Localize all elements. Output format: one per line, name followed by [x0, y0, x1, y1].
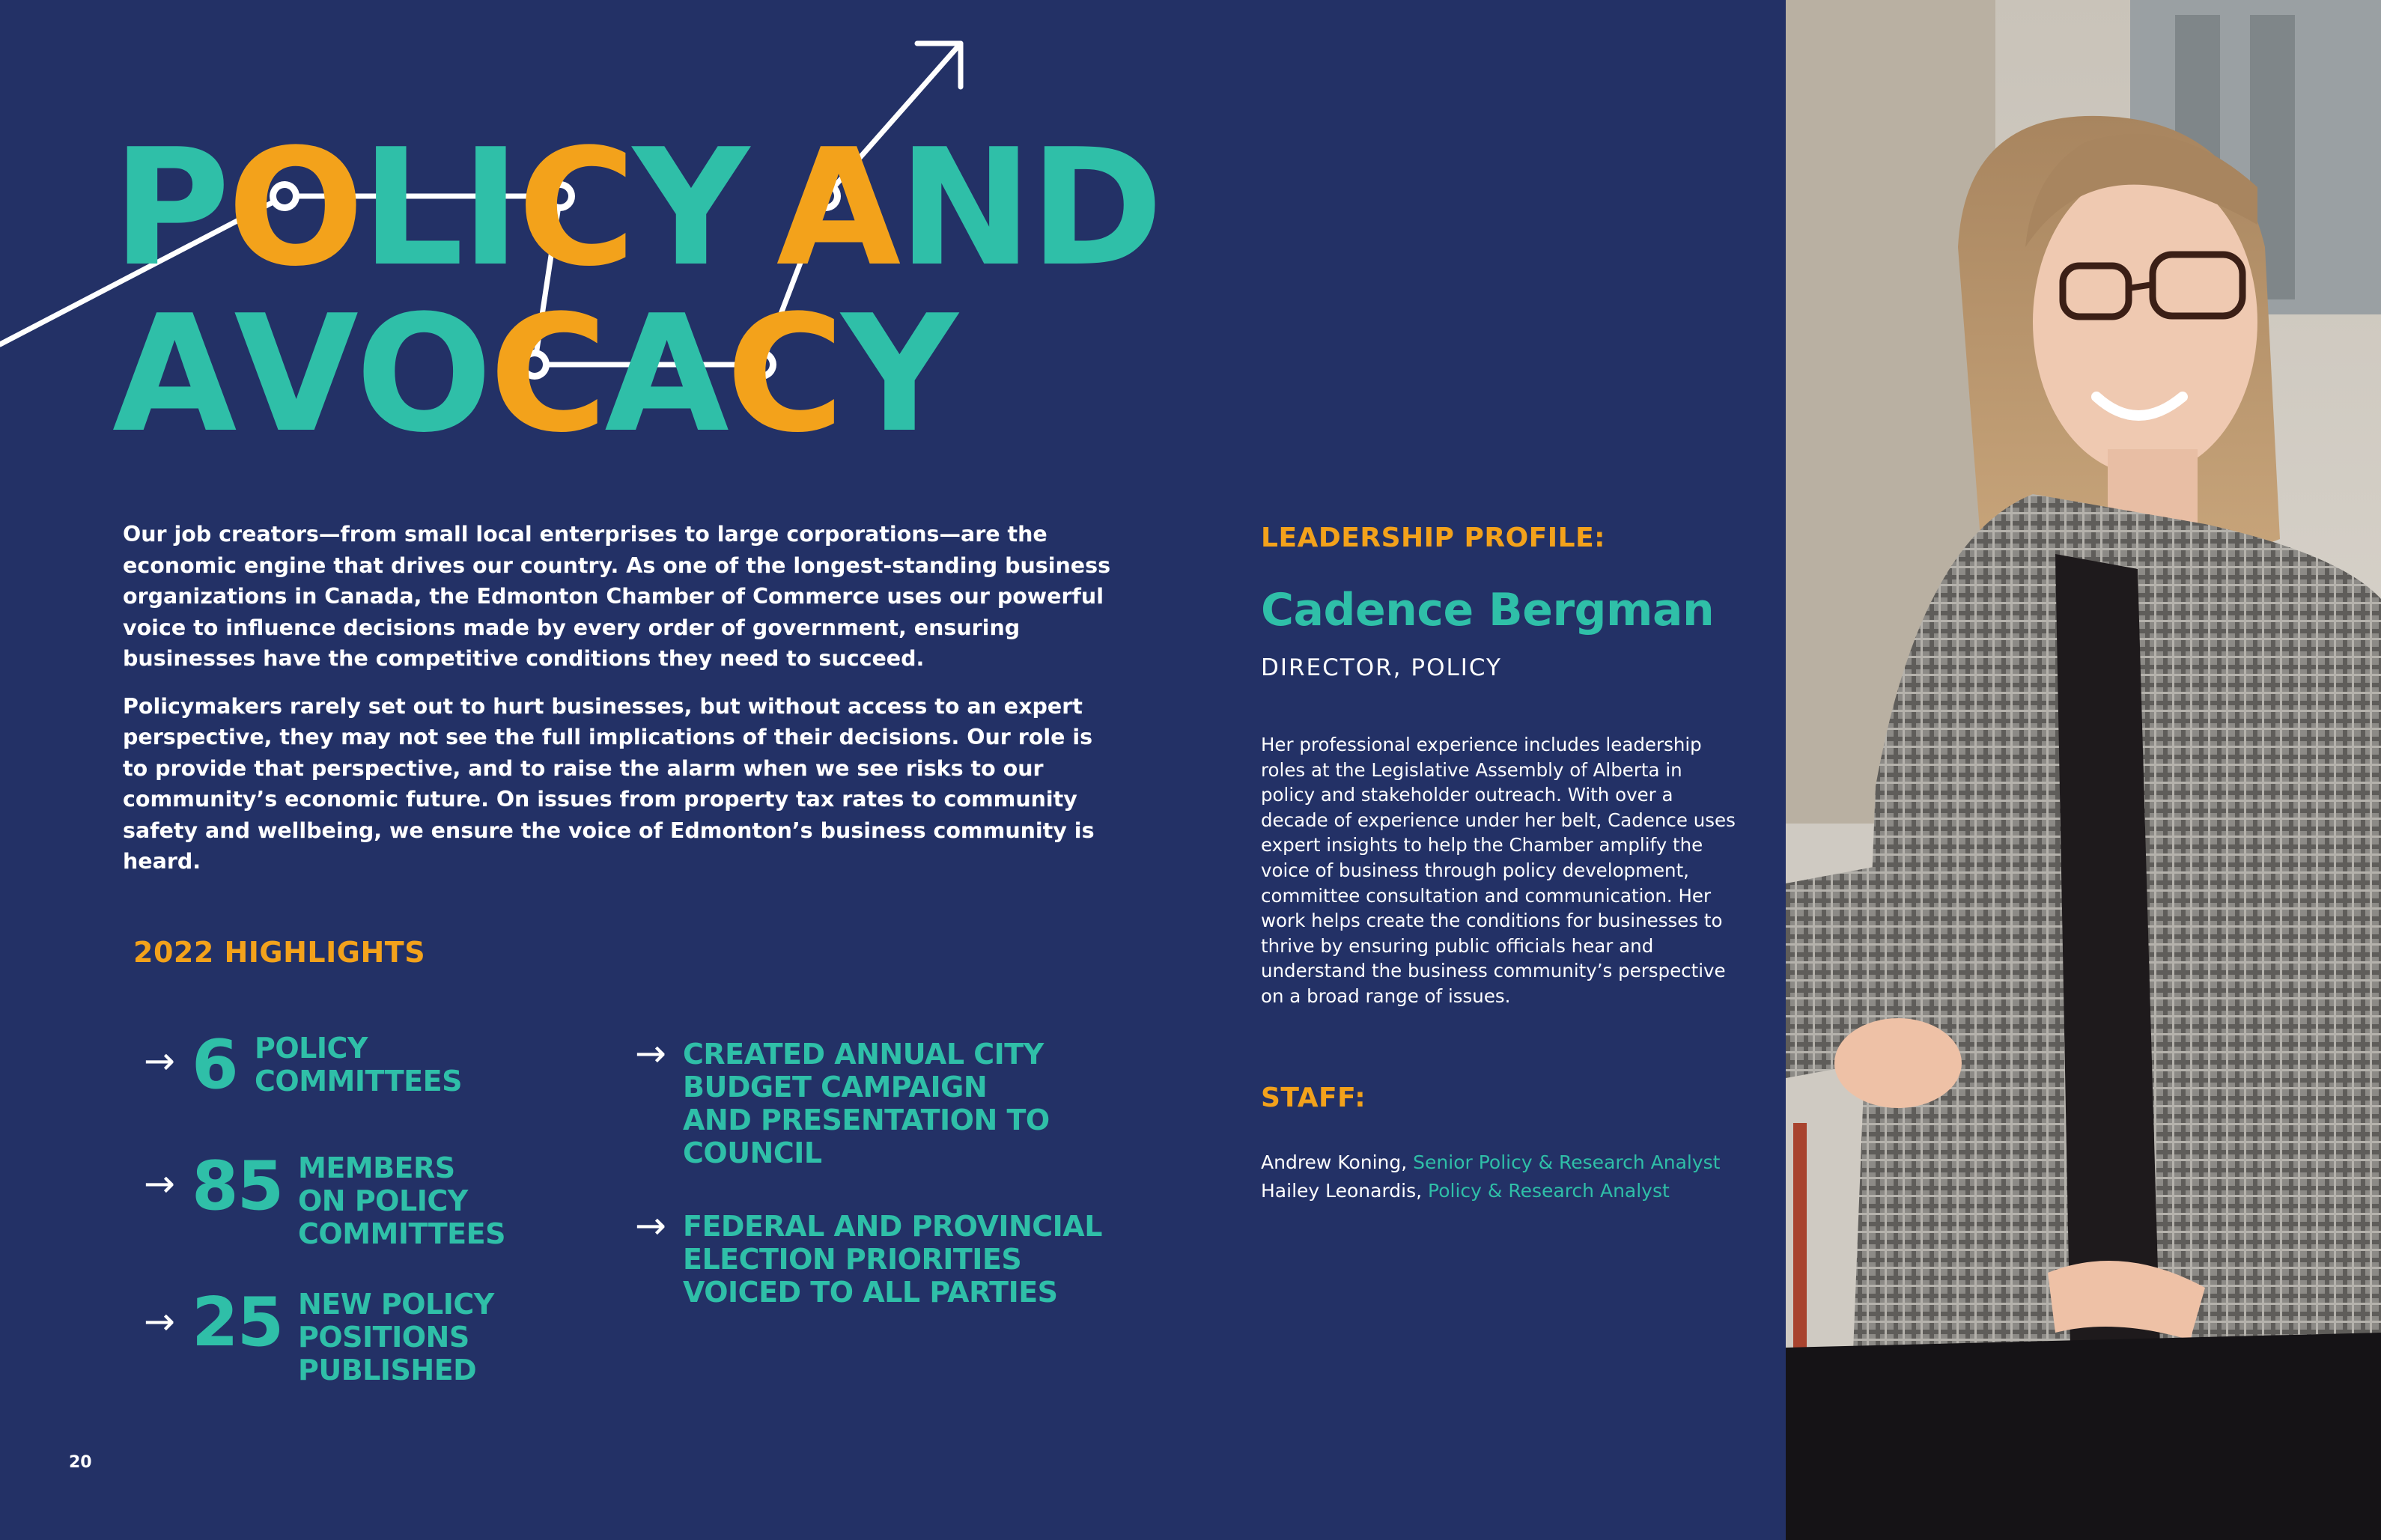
stat-label: MEMBERS ON POLICY COMMITTEES [298, 1151, 505, 1250]
profile-name: Cadence Bergman [1261, 584, 1715, 636]
page-title-line-1 [112, 114, 1161, 302]
stat-label: NEW POLICY POSITIONS PUBLISHED [298, 1288, 494, 1387]
right-arrow-icon: → [144, 1039, 175, 1083]
title-letter: A [776, 114, 898, 302]
stat-number: 85 [192, 1147, 283, 1226]
staff-name: Hailey Leonardis, [1261, 1180, 1423, 1202]
right-arrow-icon: → [144, 1300, 175, 1343]
title-letter: C [489, 280, 605, 468]
highlights-heading: 2022 HIGHLIGHTS [133, 936, 426, 969]
title-letter: Y [841, 280, 955, 468]
highlight-item: FEDERAL AND PROVINCIAL ELECTION PRIORITIES VOICED TO ALL PARTIES [683, 1210, 1102, 1309]
title-letter: O [227, 114, 362, 302]
title-letter: O [355, 280, 490, 468]
leadership-profile-heading: LEADERSHIP PROFILE: [1261, 523, 1606, 553]
profile-role: DIRECTOR, POLICY [1261, 654, 1502, 681]
stat-number: 6 [192, 1026, 237, 1104]
page-number: 20 [69, 1453, 92, 1472]
staff-name: Andrew Koning, [1261, 1151, 1408, 1173]
staff-title: Policy & Research Analyst [1428, 1180, 1670, 1202]
stat-number: 25 [192, 1283, 283, 1362]
portrait-photo [1786, 0, 2381, 1540]
title-letter: V [234, 280, 356, 468]
right-arrow-icon: → [635, 1032, 666, 1075]
title-letter: L [361, 114, 461, 302]
staff-title: Senior Policy & Research Analyst [1413, 1151, 1721, 1173]
title-letter: D [1030, 114, 1161, 302]
right-arrow-icon: → [144, 1162, 175, 1205]
stat-label: POLICY COMMITTEES [255, 1032, 462, 1098]
title-letter: Y [633, 114, 746, 302]
intro-paragraph: Our job creators—from small local enterprises to large corporations—are the economic engine that drives our country. As one of the longest-standing business organizations in Canada, the Edmonton Chamber of Commerce uses our powerful voice to influence decisions made by every order of government, ensuring businesses have the competitive conditions they need to succeed. [123, 522, 1111, 671]
title-letter: C [517, 114, 633, 302]
portrait-illustration [1786, 0, 2381, 1540]
staff-member [1261, 1148, 1721, 1177]
intro-paragraph: Policymakers rarely set out to hurt businesses, but without access to an expert perspective, they may not see the full implications of their decisions. Our role is to provide that perspective, and to raise the alarm when we see risks to our community’s economic future. On issues from property tax rates to community safety and wellbeing, we ensure the voice of Edmonton’s business community is heard. [123, 693, 1095, 874]
profile-bio: Her professional experience includes leadership roles at the Legislative Assembly of Alberta in policy and stakeholder outreach. With over a decade of experience under her belt, Cadence uses expert insights to help the Chamber amplify the voice of business through policy development, committee consultation and communication. Her work helps create the conditions for businesses to thrive by ensuring public officials hear and understand the business community’s perspective on a broad range of issues. [1261, 734, 1736, 1007]
title-letter: I [460, 114, 518, 302]
staff-member [1261, 1177, 1721, 1205]
page-title-line-2 [112, 280, 955, 468]
highlight-item: CREATED ANNUAL CITY BUDGET CAMPAIGN AND PRESENTATION TO COUNCIL [683, 1038, 1050, 1169]
right-arrow-icon: → [635, 1204, 666, 1247]
title-letter: N [898, 114, 1030, 302]
title-letter: A [604, 280, 726, 468]
intro-section [123, 519, 1111, 877]
staff-list [1261, 1148, 1721, 1205]
title-letter: P [112, 114, 228, 302]
title-letter: A [112, 280, 234, 468]
staff-heading: STAFF: [1261, 1083, 1366, 1113]
title-letter: C [726, 280, 842, 468]
